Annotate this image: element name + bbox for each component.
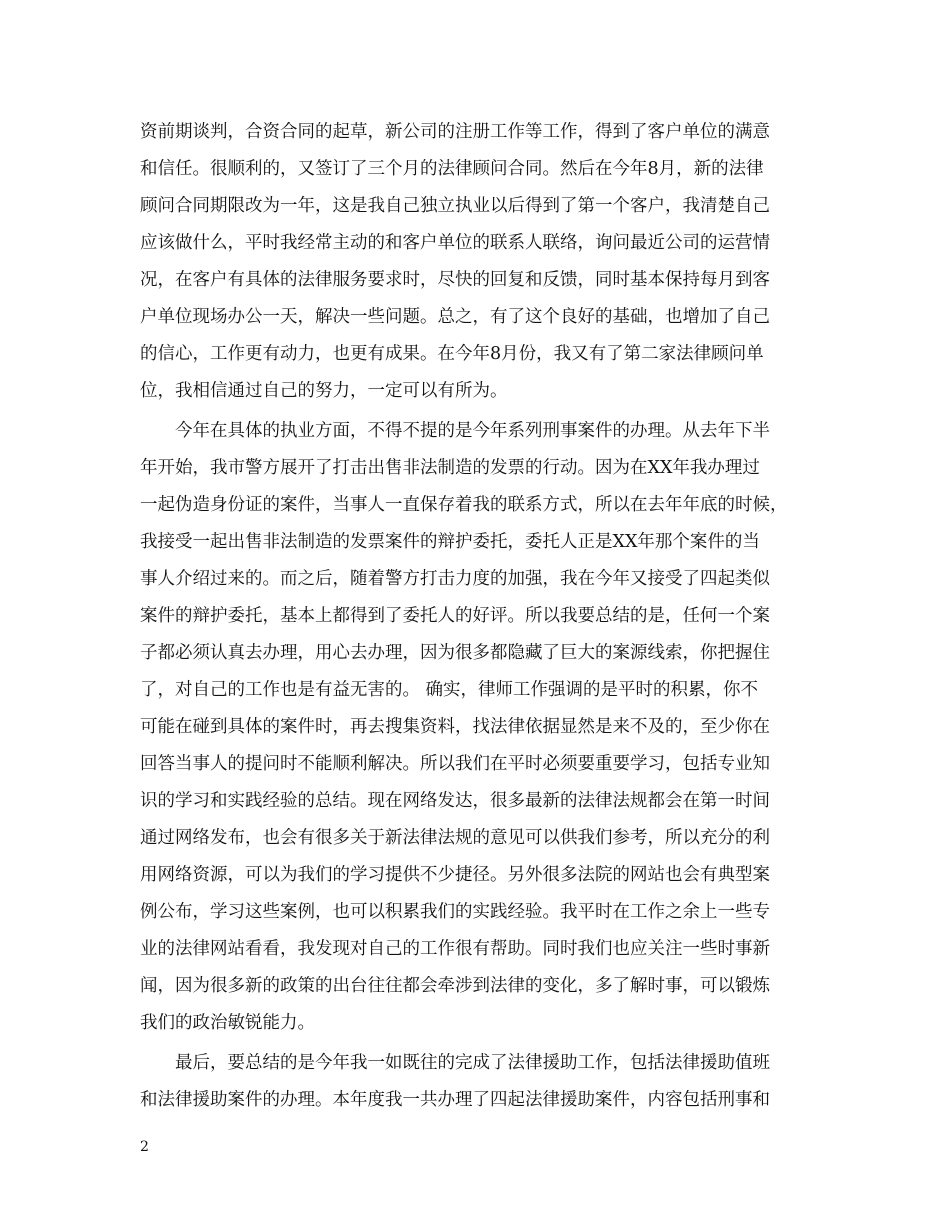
text-line: 可能在碰到具体的案件时，再去搜集资料，找法律依据显然是来不及的，至少你在	[140, 717, 770, 737]
text-line: 户单位现场办公一天，解决一些问题。总之，有了这个良好的基础，也增加了自己	[140, 307, 770, 327]
text-line: 案件的辩护委托，基本上都得到了委托人的好评。所以我要总结的是，任何一个案	[140, 606, 770, 626]
text-line: 业的法律网站看看，我发现对自己的工作很有帮助。同时我们也应关注一些时事新	[140, 939, 770, 959]
text-line: 闻，因为很多新的政策的出台往往都会牵涉到法律的变化，多了解时事，可以锻炼	[140, 976, 770, 996]
paragraph-1	[140, 114, 830, 410]
text-line: 用网络资源，可以为我们的学习提供不少捷径。另外很多法院的网站也会有典型案	[140, 865, 770, 885]
text-line: 我们的政治敏锐能力。	[140, 1013, 315, 1033]
text-line: 通过网络发布，也会有很多关于新法律法规的意见可以供我们参考，所以充分的利	[140, 828, 770, 848]
text-line: 了，对自己的工作也是有益无害的。 确实，律师工作强调的是平时的积累，你不	[140, 680, 759, 700]
text-line: 和法律援助案件的办理。本年度我一共办理了四起法律援助案件，内容包括刑事和	[140, 1090, 770, 1110]
text-line: 我接受一起出售非法制造的发票案件的辩护委托，委托人正是XX年那个案件的当	[140, 532, 760, 552]
body-text	[140, 114, 830, 1119]
paragraph-3	[140, 1045, 830, 1119]
text-line: 回答当事人的提问时不能顺利解决。所以我们在平时必须要重要学习，包括专业知	[140, 754, 770, 774]
page-number: 2	[140, 1139, 149, 1155]
text-line: 的信心，工作更有动力，也更有成果。在今年8月份，我又有了第二家法律顾问单	[140, 344, 764, 364]
text-line: 今年在具体的执业方面，不得不提的是今年系列刑事案件的办理。从去年下半	[140, 421, 770, 441]
text-line: 况，在客户有具体的法律服务要求时，尽快的回复和反馈，同时基本保持每月到客	[140, 270, 770, 290]
text-line: 识的学习和实践经验的总结。现在网络发达，很多最新的法律法规都会在第一时间	[140, 791, 770, 811]
text-line: 应该做什么，平时我经常主动的和客户单位的联系人联络，询问最近公司的运营情	[140, 233, 770, 253]
text-line: 年开始，我市警方展开了打击出售非法制造的发票的行动。因为在XX年我办理过	[140, 458, 760, 478]
text-line: 最后，要总结的是今年我一如既往的完成了法律援助工作，包括法律援助值班	[140, 1053, 770, 1073]
text-line: 一起伪造身份证的案件，当事人一直保存着我的联系方式，所以在去年年底的时候，	[140, 495, 788, 515]
text-line: 事人介绍过来的。而之后，随着警方打击力度的加强，我在今年又接受了四起类似	[140, 569, 770, 589]
text-line: 例公布，学习这些案例，也可以积累我们的实践经验。我平时在工作之余上一些专	[140, 902, 770, 922]
text-line: 子都必须认真去办理，用心去办理，因为很多都隐藏了巨大的案源线索，你把握住	[140, 643, 770, 663]
text-line: 顾问合同期限改为一年，这是我自己独立执业以后得到了第一个客户，我清楚自己	[140, 196, 770, 216]
text-line: 和信任。很顺利的，又签订了三个月的法律顾问合同。然后在今年8月，新的法律	[140, 159, 764, 179]
text-line: 资前期谈判，合资合同的起草，新公司的注册工作等工作，得到了客户单位的满意	[140, 122, 770, 142]
text-line: 位，我相信通过自己的努力，一定可以有所为。	[140, 381, 508, 401]
paragraph-2	[140, 413, 830, 1042]
